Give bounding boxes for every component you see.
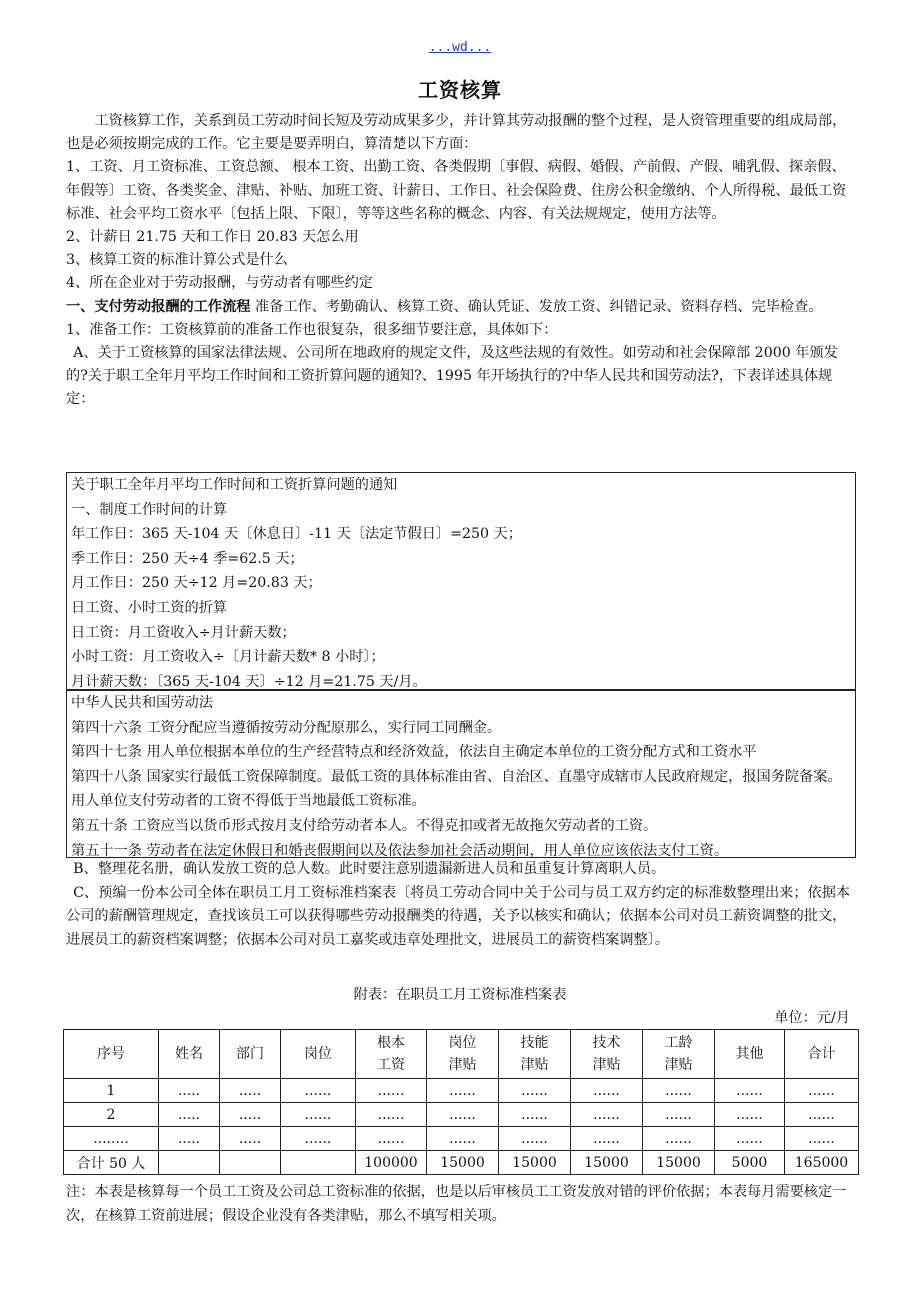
table-cell: ...... — [281, 1103, 356, 1127]
col-header: 根本工资 — [356, 1030, 427, 1079]
flow-steps: 准备工作、考勤确认、核算工资、确认凭证、发放工资、纠错记录、资料存档、完毕检查。 — [250, 298, 823, 315]
col-header: 岗位 — [281, 1030, 356, 1079]
col-header: 工龄津贴 — [643, 1030, 715, 1079]
header-link[interactable]: ...wd... — [428, 40, 492, 55]
page-title: 工资核算 — [418, 78, 502, 102]
intro-item-4: 4、所在企业对于劳动报酬，与劳动者有哪些约定 — [66, 275, 373, 292]
col-header: 其他 — [715, 1030, 785, 1079]
table-cell: ...... — [571, 1103, 643, 1127]
table-cell: 1 — [64, 1079, 159, 1103]
notice-line: 月工作日：250 天÷12 月=20.83 天； — [71, 575, 322, 592]
intro-item-3: 3、核算工资的标准计算公式是什么 — [66, 252, 288, 269]
table-cell: 5000 — [715, 1151, 785, 1175]
after-section — [66, 858, 858, 952]
col-header: 部门 — [220, 1030, 281, 1079]
table-cell: ...... — [427, 1127, 499, 1151]
table-cell: ..... — [159, 1103, 220, 1127]
table-cell — [159, 1151, 220, 1175]
item-b-paragraph: B、整理花名册，确认发放工资的总人数。此时要注意别遗漏新进人员和虽重复计算离职人员。 — [73, 861, 666, 877]
table-cell: ...... — [427, 1103, 499, 1127]
note-text: 注：本表是核算每一个员工工资及公司总工资标准的依据，也是以后审核员工工资发放对错的评价依据；本表每月需要核定一次，在核算工资前进展；假设企业没有各类津贴，那么不填写相关项。 — [66, 1184, 847, 1224]
table-cell: 100000 — [356, 1151, 427, 1175]
col-header: 技能津贴 — [499, 1030, 571, 1079]
table-cell: ...... — [785, 1079, 859, 1103]
flow-heading: 一、支付劳动报酬的工作流程 — [66, 298, 251, 315]
table-row — [64, 1103, 859, 1127]
law-line: 中华人民共和国劳动法 — [71, 695, 213, 711]
table-cell: ..... — [159, 1127, 220, 1151]
table-cell: 15000 — [643, 1151, 715, 1175]
table-cell: ...... — [356, 1127, 427, 1151]
col-header: 合计 — [785, 1030, 859, 1079]
notice-line: 小时工资：月工资收入÷〔月计薪天数* 8 小时〕； — [71, 649, 385, 666]
table-cell: ...... — [643, 1103, 715, 1127]
table-cell: ...... — [281, 1127, 356, 1151]
table-cell: ..... — [220, 1127, 281, 1151]
table-row — [64, 1079, 859, 1103]
law-line: 第五十条 工资应当以货币形式按月支付给劳动者本人。不得克扣或者无故拖欠劳动者的工资。 — [71, 817, 658, 834]
table-cell: ...... — [571, 1079, 643, 1103]
table-total-row — [64, 1151, 859, 1175]
table-cell: ...... — [356, 1103, 427, 1127]
law-line: 第四十八条 国家实行最低工资保障制度。最低工资的具体标准由省、自治区、直墨守成辖市人民政府规定，报国务院备案。用人单位支付劳动者的工资不得低于当地最低工资标准。 — [71, 768, 842, 810]
table-row — [64, 1127, 859, 1151]
intro-paragraph: 工资核算工作，关系到员工劳动时间长短及劳动成果多少，并计算其劳动报酬的整个过程，是人资管理重要的组成局部，也是必须按期完成的工作。它主要是要弄明白，算清楚以下方面： — [66, 113, 847, 153]
item-a-paragraph: A、关于工资核算的国家法律法规、公司所在地政府的规定文件，及这些法规的有效性。如劳动和社会保障部 2000 年颁发的?关于职工全年月平均工作时间和工资折算问题的通知?、1995 年开场执行的?中华人民共和国劳动法?，下表详述具体规定： — [66, 345, 838, 408]
table-cell: 15000 — [499, 1151, 571, 1175]
table-cell: ...... — [499, 1103, 571, 1127]
table-cell: ..... — [220, 1103, 281, 1127]
table-cell: 15000 — [427, 1151, 499, 1175]
table-cell: ...... — [785, 1103, 859, 1127]
law-line: 第五十一条 劳动者在法定休假日和婚丧假期间以及依法参加社会活动期间，用人单位应该依法支付工资。 — [71, 842, 729, 859]
table-cell: ...... — [281, 1079, 356, 1103]
intro-section — [66, 110, 858, 412]
notice-line: 日工资：月工资收入÷月计薪天数； — [71, 624, 296, 641]
col-header: 序号 — [64, 1030, 159, 1079]
table-cell: ...... — [356, 1079, 427, 1103]
table-cell: ...... — [499, 1127, 571, 1151]
notice-line: 月计薪天数：〔365 天-104 天〕÷12 月=21.75 天/月。 — [71, 673, 427, 690]
notice-line: 季工作日：250 天÷4 季=62.5 天； — [71, 550, 304, 567]
table-cell: ...... — [643, 1079, 715, 1103]
table-cell: 15000 — [571, 1151, 643, 1175]
table-cell: ........ — [64, 1127, 159, 1151]
salary-standard-table — [63, 1029, 859, 1175]
col-header: 技术津贴 — [571, 1030, 643, 1079]
table-cell: ...... — [715, 1103, 785, 1127]
item-c-paragraph: C、预编一份本公司全体在职员工月工资标准档案表〔将员工劳动合同中关于公司与员工双方约定的标准数整理出来；依据本公司的薪酬管理规定，查找该员工可以获得哪些劳动报酬类的待遇，关予以核实和确认；依据本公司对员工薪资调整的批文，进展员工的薪资档案调整；依据本公司对员工嘉奖或违章处理批文，进展员工的薪资档案调整〕。 — [66, 884, 851, 948]
law-line: 第四十七条 用人单位根据本单位的生产经营特点和经济效益，依法自主确定本单位的工资分配方式和工资水平 — [71, 744, 757, 761]
col-header: 姓名 — [159, 1030, 220, 1079]
table-cell: 合计 50 人 — [64, 1151, 159, 1175]
table-cell — [220, 1151, 281, 1175]
notice-line: 日工资、小时工资的折算 — [71, 599, 228, 616]
table-cell: ...... — [715, 1127, 785, 1151]
notice-line: 年工作日：365 天-104 天〔休息日〕-11 天〔法定节假日〕=250 天； — [71, 526, 522, 543]
table-cell — [281, 1151, 356, 1175]
table-cell: ...... — [715, 1079, 785, 1103]
table-cell: ...... — [499, 1079, 571, 1103]
law-line: 第四十六条 工资分配应当遵循按劳动分配原那么，实行同工同酬金。 — [71, 719, 502, 736]
table-cell: ...... — [427, 1079, 499, 1103]
table-cell: ...... — [785, 1127, 859, 1151]
labor-law-box — [66, 690, 856, 858]
table-caption: 附表：在职员工月工资标准档案表 — [353, 987, 567, 1003]
table-cell: ...... — [643, 1127, 715, 1151]
table-cell: ..... — [220, 1079, 281, 1103]
intro-item-1: 1、工资、月工资标准、工资总额、 根本工资、出勤工资、各类假期〔事假、病假、婚假、产前假、产假、哺乳假、探亲假、年假等〕工资、各类奖金、津贴、补贴、加班工资、计薪日、工作日、社会保险费、住房公积金缴纳、个人所得税、最低工资标准、社会平均工资水平〔包括上限、下限〕，等等这些名称的概念、内容、有关法规规定，使用方法等。 — [66, 159, 847, 222]
table-note — [66, 1180, 858, 1228]
table-unit: 单位：元/月 — [774, 1010, 850, 1026]
table-header-row — [64, 1030, 859, 1079]
notice-line: 关于职工全年月平均工作时间和工资折算问题的通知 — [71, 477, 398, 493]
notice-box — [66, 472, 856, 690]
intro-item-2: 2、计薪日 21.75 天和工作日 20.83 天怎么用 — [66, 229, 359, 246]
table-cell: 165000 — [785, 1151, 859, 1175]
table-cell: ...... — [571, 1127, 643, 1151]
table-cell: 2 — [64, 1103, 159, 1127]
table-cell: ..... — [159, 1079, 220, 1103]
prep-paragraph: 1、准备工作：工资核算前的准备工作也很复杂，很多细节要注意，具体如下： — [66, 321, 558, 338]
col-header: 岗位津贴 — [427, 1030, 499, 1079]
notice-line: 一、制度工作时间的计算 — [71, 501, 228, 518]
flow-paragraph — [66, 296, 858, 319]
